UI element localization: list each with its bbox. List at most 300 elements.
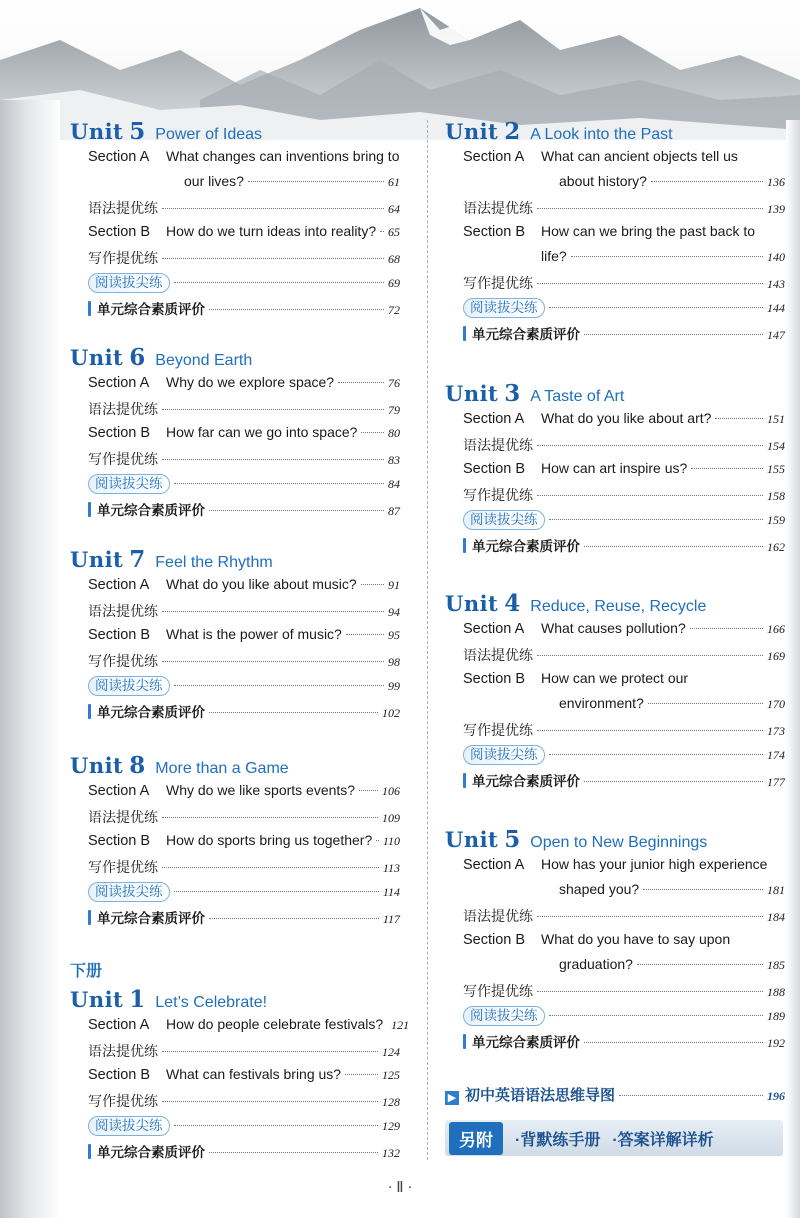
toc-entry[interactable] (463, 148, 785, 173)
toc-entry[interactable] (463, 770, 785, 795)
page-ref: 121 (391, 1018, 410, 1032)
entry-text: 语法提优练 (88, 809, 158, 825)
dot-leader (162, 611, 384, 612)
dot-leader (380, 231, 384, 232)
unit-title: Feel the Rhythm (155, 554, 273, 571)
unit-number: 8 (129, 752, 146, 779)
toc-entry[interactable] (463, 273, 785, 298)
toc-entry[interactable] (88, 576, 400, 601)
page-ref: 136 (767, 175, 785, 189)
unit-review-label (463, 323, 580, 343)
unit-block (70, 986, 410, 1166)
toc-entry[interactable] (88, 1041, 400, 1066)
dot-leader (359, 790, 378, 791)
dot-leader (584, 546, 763, 547)
page-ref: 87 (388, 504, 400, 518)
unit-block (445, 590, 785, 795)
entry-text: 写作提优练 (88, 1093, 158, 1109)
entry-text: 语法提优练 (463, 200, 533, 216)
reading-practice-tag: 阅读拔尖练 (88, 474, 170, 494)
supplement-banner (445, 1120, 783, 1156)
toc-entry[interactable] (88, 223, 400, 248)
bar-marker-icon (88, 704, 91, 719)
toc-entry[interactable] (463, 720, 785, 745)
unit-title: More than a Game (155, 760, 289, 777)
bar-marker-icon (463, 538, 466, 553)
supplement-item: ·答案详解详析 (612, 1131, 714, 1149)
toc-entry[interactable] (463, 323, 785, 348)
dot-leader (537, 208, 763, 209)
toc-entry[interactable] (463, 645, 785, 670)
page-ref: 169 (767, 649, 785, 663)
toc-entry[interactable] (463, 856, 785, 881)
toc-entry[interactable] (88, 1116, 400, 1141)
toc-entry[interactable] (88, 782, 400, 807)
page-ref: 158 (767, 489, 785, 503)
toc-entry[interactable] (88, 857, 400, 882)
dot-leader (162, 409, 384, 410)
page-ref: 125 (382, 1068, 400, 1082)
page-ref: 76 (388, 376, 400, 390)
page-ref: 84 (388, 477, 400, 491)
section-label: Section B (88, 1067, 151, 1083)
unit-review-label (463, 535, 580, 555)
page-ref: 94 (388, 605, 400, 619)
dot-leader (691, 468, 763, 469)
reading-practice-tag: 阅读拔尖练 (88, 882, 170, 902)
reading-practice-tag: 阅读拔尖练 (463, 745, 545, 765)
dot-leader (162, 1051, 378, 1052)
dot-leader (361, 432, 384, 433)
page-ref: 110 (382, 834, 400, 848)
page-ref: 144 (767, 301, 785, 315)
entry-text: 单元综合素质评价 (97, 1145, 205, 1160)
page-ref: 61 (388, 175, 400, 189)
toc-entry[interactable] (463, 248, 785, 273)
dot-leader (174, 483, 385, 484)
unit-title: Open to New Beginnings (530, 834, 708, 851)
unit-number: 2 (504, 118, 521, 145)
unit-word: Unit (70, 987, 124, 1012)
toc-entry[interactable] (463, 535, 785, 560)
toc-entry[interactable] (463, 1006, 785, 1031)
entry-text: How can we bring the past back to (541, 223, 756, 239)
section-label: Section B (463, 224, 526, 240)
unit-word: Unit (445, 119, 499, 144)
page-ref: 173 (767, 724, 785, 738)
toc-entry[interactable] (88, 1091, 400, 1116)
section-label: Section A (463, 411, 525, 427)
entry-text: graduation? (559, 956, 633, 972)
section-label: Section A (463, 857, 525, 873)
unit-block (70, 546, 400, 726)
unit-title: Power of Ideas (155, 126, 263, 143)
toc-entry[interactable] (88, 1066, 400, 1091)
supplement-item: ·背默练手册 (515, 1131, 601, 1149)
bar-marker-icon (88, 910, 91, 925)
toc-entry[interactable] (88, 298, 400, 323)
entry-text: What do you have to say upon (541, 931, 731, 947)
dot-leader (715, 418, 763, 419)
page-edge-decoration (786, 120, 800, 1218)
unit-number: 5 (504, 826, 521, 853)
supplement-tag: 另附 (449, 1122, 503, 1155)
entry-text: How do we turn ideas into reality? (166, 223, 377, 239)
page-ref: 102 (382, 706, 400, 720)
toc-entry[interactable] (88, 424, 400, 449)
entry-text: environment? (559, 695, 644, 711)
toc-entry[interactable] (88, 1141, 400, 1166)
page-ref: 80 (388, 426, 400, 440)
toc-entry[interactable] (463, 198, 785, 223)
entry-text: How far can we go into space? (166, 424, 358, 440)
dot-leader (162, 258, 384, 259)
bar-marker-icon (463, 1034, 466, 1049)
toc-entry[interactable] (463, 510, 785, 535)
unit-word: Unit (445, 381, 499, 406)
toc-entry[interactable] (88, 832, 400, 857)
dot-leader (174, 891, 379, 892)
unit-number: 5 (129, 118, 146, 145)
unit-word: Unit (445, 591, 499, 616)
entry-text: 写作提优练 (88, 859, 158, 875)
unit-number: 4 (504, 590, 521, 617)
dot-leader (345, 1074, 378, 1075)
dot-leader (209, 510, 384, 511)
unit-header[interactable] (445, 118, 785, 148)
toc-entry[interactable] (88, 882, 400, 907)
dot-leader (162, 208, 384, 209)
toc-entry[interactable] (463, 223, 785, 248)
dot-leader (209, 712, 378, 713)
toc-entry[interactable] (88, 248, 400, 273)
toc-entry[interactable] (88, 626, 400, 651)
arrow-right-icon: ▶ (445, 1091, 459, 1105)
toc-entry[interactable] (463, 881, 785, 906)
entry-text: 语法提优练 (88, 200, 158, 216)
toc-entry[interactable] (463, 485, 785, 510)
page-ref: 143 (767, 277, 785, 291)
dot-leader (174, 685, 385, 686)
toc-entry[interactable] (463, 435, 785, 460)
toc-entry[interactable] (463, 1031, 785, 1056)
page-ref: 128 (382, 1095, 400, 1109)
dot-leader (549, 307, 764, 308)
section-label: Section B (463, 461, 526, 477)
entry-text: 写作提优练 (88, 250, 158, 266)
toc-entry[interactable] (88, 676, 400, 701)
entry-text: Why do we explore space? (166, 374, 335, 390)
toc-entry[interactable] (88, 601, 400, 626)
page-ref: 64 (388, 202, 400, 216)
reading-practice-tag: 阅读拔尖练 (463, 1006, 545, 1026)
dot-leader (361, 584, 384, 585)
page-ref: 99 (388, 679, 400, 693)
page-ref: 181 (767, 883, 785, 897)
unit-word: Unit (445, 827, 499, 852)
toc-entry[interactable] (88, 148, 400, 173)
toc-entry[interactable] (88, 651, 400, 676)
toc-entry[interactable] (88, 173, 400, 198)
entry-text: shaped you? (559, 881, 640, 897)
toc-entry[interactable] (463, 173, 785, 198)
unit-number: 7 (129, 546, 146, 573)
entry-text: 写作提优练 (88, 451, 158, 467)
unit-block (445, 118, 785, 348)
unit-block (445, 826, 785, 1056)
dot-leader (162, 817, 378, 818)
toc-entry[interactable] (463, 670, 785, 695)
dot-leader (584, 1042, 763, 1043)
entry-text: about history? (559, 173, 647, 189)
entry-text: 单元综合素质评价 (97, 503, 205, 518)
entry-text: 单元综合素质评价 (472, 327, 580, 342)
mind-map-entry[interactable] (445, 1084, 785, 1110)
unit-title: A Look into the Past (530, 126, 673, 143)
reading-practice-tag: 阅读拔尖练 (463, 298, 545, 318)
page-ref: 129 (382, 1119, 400, 1133)
dot-leader (209, 309, 384, 310)
section-label: Section B (88, 833, 151, 849)
unit-number: 6 (129, 344, 146, 371)
section-label: Section B (463, 932, 526, 948)
dot-leader (584, 781, 763, 782)
dot-leader (209, 1152, 378, 1153)
page-ref: 166 (767, 622, 785, 636)
toc-entry[interactable] (463, 981, 785, 1006)
toc-entry[interactable] (463, 620, 785, 645)
dot-leader (571, 256, 763, 257)
reading-practice-tag: 阅读拔尖练 (463, 510, 545, 530)
dot-leader (537, 916, 763, 917)
unit-review-label (463, 770, 580, 790)
dot-leader (248, 181, 384, 182)
section-label: Section A (88, 375, 150, 391)
page-ref: 189 (767, 1009, 785, 1023)
dot-leader (537, 283, 763, 284)
page-ref: 192 (767, 1036, 785, 1050)
page-ref: 117 (382, 912, 400, 926)
unit-review-label (88, 907, 205, 927)
entry-text: What do you like about art? (541, 410, 712, 426)
page-ref: 188 (767, 985, 785, 999)
reading-practice-tag: 阅读拔尖练 (88, 273, 170, 293)
entry-text: What do you like about music? (166, 576, 357, 592)
page-ref: 83 (388, 453, 400, 467)
page-ref: 185 (767, 958, 785, 972)
toc-entry[interactable] (88, 273, 400, 298)
unit-review-label (88, 499, 205, 519)
page-ref: 151 (767, 412, 785, 426)
entry-text: What is the power of music? (166, 626, 342, 642)
unit-header[interactable] (445, 826, 785, 856)
dot-leader (549, 519, 764, 520)
dot-leader (174, 1125, 379, 1126)
entry-text: How has your junior high experience (541, 856, 768, 872)
page-ref: 159 (767, 513, 785, 527)
volume-label: 下册 (70, 963, 103, 980)
unit-number: 3 (504, 380, 521, 407)
toc-entry[interactable] (463, 956, 785, 981)
page-ref: 155 (767, 462, 785, 476)
toc-entry[interactable] (88, 374, 400, 399)
page-ref: 140 (767, 250, 785, 264)
unit-title: A Taste of Art (530, 388, 625, 405)
page-number: · Ⅱ · (387, 1180, 413, 1196)
unit-block (70, 752, 400, 932)
toc-entry[interactable] (463, 695, 785, 720)
toc-entry[interactable] (88, 198, 400, 223)
unit-header[interactable] (70, 752, 400, 782)
dot-leader (162, 1101, 378, 1102)
unit-review-label (463, 1031, 580, 1051)
entry-text: Why do we like sports events? (166, 782, 356, 798)
toc-entry[interactable] (88, 701, 400, 726)
page-ref: 95 (388, 628, 400, 642)
entry-text: 写作提优练 (463, 275, 533, 291)
unit-title: Beyond Earth (155, 352, 253, 369)
dot-leader (619, 1095, 763, 1096)
entry-text: 写作提优练 (463, 487, 533, 503)
page-ref: 113 (382, 861, 400, 875)
page-ref: 162 (767, 540, 785, 554)
page-ref: 147 (767, 328, 785, 342)
dot-leader (537, 495, 763, 496)
entry-text: What can festivals bring us? (166, 1066, 342, 1082)
unit-header[interactable] (445, 590, 785, 620)
bar-marker-icon (463, 773, 466, 788)
page-ref: 69 (388, 276, 400, 290)
page-ref: 106 (382, 784, 400, 798)
dot-leader (690, 628, 763, 629)
toc-entry[interactable] (463, 460, 785, 485)
unit-title: Reduce, Reuse, Recycle (530, 598, 707, 615)
unit-word: Unit (70, 345, 124, 370)
page-ref: 109 (382, 811, 400, 825)
dot-leader (174, 282, 385, 283)
unit-review-label (88, 701, 205, 721)
dot-leader (651, 181, 763, 182)
entry-text: 写作提优练 (463, 722, 533, 738)
dot-leader (162, 867, 379, 868)
entry-text: 语法提优练 (88, 603, 158, 619)
page-ref: 79 (388, 403, 400, 417)
page-ref: 65 (388, 225, 400, 239)
entry-text: How can art inspire us? (541, 460, 688, 476)
section-label: Section A (88, 577, 150, 593)
page-ref: 170 (767, 697, 785, 711)
dot-leader (162, 459, 384, 460)
page-ref: 72 (388, 303, 400, 317)
page-ref: 132 (382, 1146, 400, 1160)
unit-header[interactable] (70, 344, 400, 374)
entry-text: 单元综合素质评价 (97, 911, 205, 926)
page-ref: 139 (767, 202, 785, 216)
unit-header[interactable] (70, 118, 400, 148)
section-label: Section B (88, 627, 151, 643)
section-label: Section A (463, 621, 525, 637)
dot-leader (209, 918, 379, 919)
toc-entry[interactable] (463, 931, 785, 956)
dot-leader (537, 445, 763, 446)
dot-leader (537, 655, 763, 656)
mist-side-decoration (0, 100, 60, 1218)
dot-leader (549, 754, 764, 755)
entry-text: life? (541, 248, 567, 264)
section-label: Section B (463, 671, 526, 687)
unit-word: Unit (70, 547, 124, 572)
toc-entry[interactable] (463, 745, 785, 770)
entry-text: What causes pollution? (541, 620, 686, 636)
page-ref: 154 (767, 439, 785, 453)
unit-header[interactable] (445, 380, 785, 410)
entry-text: What can ancient objects tell us (541, 148, 738, 164)
entry-text: our lives? (184, 173, 244, 189)
page-ref: 68 (388, 252, 400, 266)
entry-text: 写作提优练 (88, 653, 158, 669)
section-label: Section B (88, 224, 151, 240)
page-ref: 114 (382, 885, 400, 899)
toc-entry[interactable] (88, 499, 400, 524)
entry-text: What changes can inventions bring to (166, 148, 400, 164)
bar-marker-icon (88, 301, 91, 316)
entry-text: How do sports bring us together? (166, 832, 373, 848)
unit-block (445, 380, 785, 560)
toc-entry[interactable] (463, 298, 785, 323)
entry-text: 语法提优练 (463, 437, 533, 453)
entry-text: 语法提优练 (463, 647, 533, 663)
toc-entry[interactable] (88, 907, 400, 932)
unit-block (70, 344, 400, 524)
toc-entry[interactable] (463, 410, 785, 435)
dot-leader (537, 991, 763, 992)
reading-practice-tag: 阅读拔尖练 (88, 676, 170, 696)
toc-entry[interactable] (88, 1016, 410, 1041)
toc-entry[interactable] (88, 399, 400, 424)
toc-entry[interactable] (88, 474, 400, 499)
reading-practice-tag: 阅读拔尖练 (88, 1116, 170, 1136)
entry-text: 单元综合素质评价 (97, 705, 205, 720)
toc-entry[interactable] (88, 449, 400, 474)
unit-header[interactable] (70, 546, 400, 576)
toc-entry[interactable] (88, 807, 400, 832)
entry-text: 写作提优练 (463, 983, 533, 999)
page-ref: 91 (388, 578, 400, 592)
dot-leader (549, 1015, 764, 1016)
section-label: Section A (88, 149, 150, 165)
mind-map-text: 初中英语语法思维导图 (465, 1087, 616, 1104)
entry-text: 单元综合素质评价 (472, 774, 580, 789)
entry-text: 单元综合素质评价 (472, 539, 580, 554)
entry-text: 单元综合素质评价 (97, 302, 205, 317)
entry-text: 语法提优练 (88, 401, 158, 417)
entry-text: 语法提优练 (88, 1043, 158, 1059)
dot-leader (637, 964, 763, 965)
section-label: Section B (88, 425, 151, 441)
page-ref: 184 (767, 910, 785, 924)
toc-entry[interactable] (463, 906, 785, 931)
unit-review-label (88, 298, 205, 318)
unit-header[interactable] (70, 986, 400, 1016)
dot-leader (648, 703, 763, 704)
bar-marker-icon (88, 502, 91, 517)
page-ref: 124 (382, 1045, 400, 1059)
entry-text: How do people celebrate festivals? (166, 1016, 384, 1032)
page-ref: 174 (767, 748, 785, 762)
column-divider (427, 120, 428, 1160)
unit-title: Let’s Celebrate! (155, 994, 268, 1011)
dot-leader (376, 840, 379, 841)
